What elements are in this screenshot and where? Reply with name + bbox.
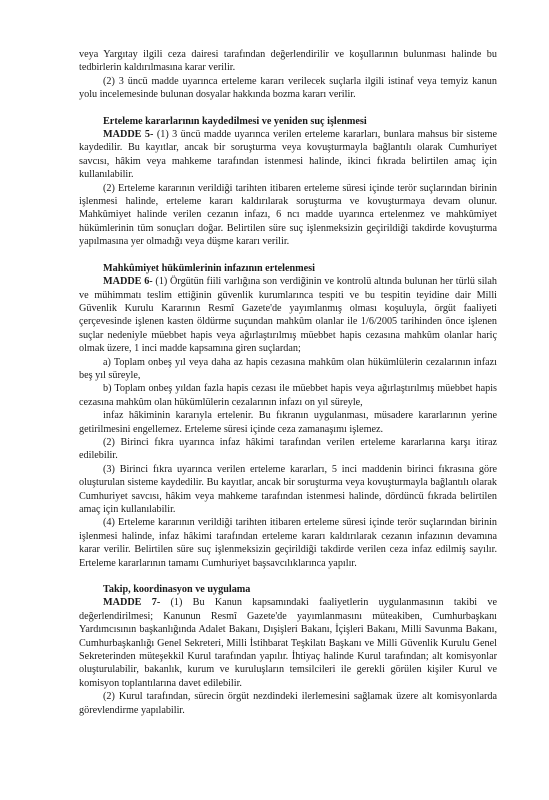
intro-paragraph-2: (2) 3 üncü madde uyarınca erteleme kararı verilecek suçlarla ilgili istinaf veya temyiz kanun yolu incelemesinde bulunan dosyalar hakkında bozma kararı verilir. [79,75,497,101]
article-6-paragraph-3: (3) Birinci fıkra uyarınca verilen erteleme kararları, 5 inci maddenin birinci fıkrasına göre oluşturulan sisteme kaydedilir. Bu kayıtlar, ancak bir soruşturma veya kovuşturmayla bağlantılı olarak Cumhuriyet savcısı, hâkim veya mahkeme tarafından istenmesi halinde, dördüncü fıkrada belirtilen amaç için kullanılabilir. [79,463,497,515]
article-6-paragraph-1 [79,275,497,355]
article-5-text-1: (1) 3 üncü madde uyarınca verilen erteleme kararları, bunlara mahsus bir sisteme kaydedilir. Bu kayıtlar, ancak bir soruşturma veya kovuşturmayla bağlantılı olarak Cumhuriyet savcısı, hâkim veya mahkeme tarafından istenmesi halinde, ikinci fıkrada belirtilen amaç için kullanılabilir. [79,129,497,181]
article-6-paragraph-4: (4) Erteleme kararının verildiği tarihten itibaren erteleme süresi içinde terör suçlarından birinin işlenmesi halinde, infaz hâkimi tarafından erteleme kararı kaldırılarak cezanın infazının devamına karar verilir. Belirtilen süre suç işlenmeksizin geçirildiği takdirde verilen ceza infaz edilmiş sayılır. Erteleme kararlarının tamamı Cumhuriyet başsavcılıklarınca yapılır. [79,517,497,569]
article-6-paragraph-2: (2) Birinci fıkra uyarınca infaz hâkimi tarafından verilen erteleme kararlarına karşı itiraz edilebilir. [79,436,497,462]
article-7-text-1: (1) Bu Kanun kapsamındaki faaliyetlerin uygulanmasının takibi ve değerlendirilmesi; Kanunun Resmî Gazete'de yayımlanmasını müteakiben, Cumhurbaşkanı Yardımcısının başkanlığında Adalet Bakanı, Dışişleri Bakanı, İçişleri Bakanı, Milli Savunma Bakanı, Cumhurbaşkanlığı Genel Sekreteri, Milli İstihbarat Teşkilatı Başkanı ve Milli Güvenlik Kurulu Genel Sekreterinden müteşekkil Kurul tarafından yapılır. İhtiyaç halinde Kurul tarafından; alt komisyonlar oluşturulabilir, bakanlık, kurum ve kuruluşların temsilcileri ile gerekli görülen kişiler Kurul ve komisyon toplantılarına davet edilebilir. [79,597,498,689]
article-5-label: MADDE 5- [103,129,154,141]
section-heading-article-7: Takip, koordinasyon ve uygulama [103,584,251,596]
article-6-item-a: a) Toplam onbeş yıl veya daha az hapis cezasına mahkûm olan hükümlülerin cezalarının infazı beş yıl süreyle, [79,356,497,381]
section-heading-article-6: Mahkûmiyet hükümlerinin infazının ertelenmesi [103,262,315,274]
section-heading-article-5: Erteleme kararlarının kaydedilmesi ve yeniden suç işlenmesi [103,115,367,127]
article-5-paragraph-2: (2) Erteleme kararının verildiği tarihten itibaren erteleme süresi içinde terör suçlarından birinin işlenmesi halinde, erteleme kararı kaldırılarak soruşturma ve kovuşturmaya devam olunur. Mahkûmiyet halinde verilen cezanın infazı, 6 ncı madde uyarınca ertelenmez ve mahkûmiyet hükümlerinin tüm sonuçları doğar. Belirtilen süre suç işlenmeksizin geçirildiği takdirde kovuşturma yapılmasına yer olmadığı veya düşme kararı verilir. [79,182,497,248]
article-6-item-b: b) Toplam onbeş yıldan fazla hapis cezası ile müebbet hapis veya ağırlaştırılmış müebbet hapis cezasına mahkûm olan hükümlülerin cezalarının infazı on yıl süreyle, [79,383,497,408]
article-5-paragraph-1 [79,128,497,182]
article-7-label: MADDE 7- [103,597,161,609]
article-7-paragraph-1 [79,596,497,690]
intro-paragraph-1: veya Yargıtay ilgili ceza dairesi tarafından değerlendirilir ve koşullarının bulunması halinde bu tedbirlerin kaldırılmasına karar verilir. [79,49,497,74]
article-6-label: MADDE 6- [103,276,153,288]
article-6-continuation: infaz hâkiminin kararıyla ertelenir. Bu fıkranın uygulanması, müsadere kararlarının yerine getirilmesini engellemez. Erteleme süresi içinde ceza zamanaşımı işlemez. [79,410,497,435]
article-6-text-1: (1) Örgütün fiili varlığına son verdiğinin ve kontrolü altında bulunan her türlü silah ve mühimmatı teslim ettiğinin güvenlik kurumlarınca tespiti ve bu tespitin teyidine dair Milli Güvenlik Kurulu Kararının Resmî Gazete'de yayımlanmış olması koşuluyla, örgüt faaliyeti çerçevesinde işlenen kasten öldürme suçundan mahkûm olanlar ile 1/6/2005 tarihinden önce işlenen suçlar nedeniyle müebbet hapis veya ağırlaştırılmış müebbet hapis cezasına mahkûm olanlar hariç olmak üzere, 1 inci madde kapsamına giren suçlardan; [79,276,497,355]
article-7-paragraph-2: (2) Kurul tarafından, sürecin örgüt nezdindeki ilerlemesini sağlamak üzere alt komisyonlarda görevlendirme yapılabilir. [79,691,497,716]
